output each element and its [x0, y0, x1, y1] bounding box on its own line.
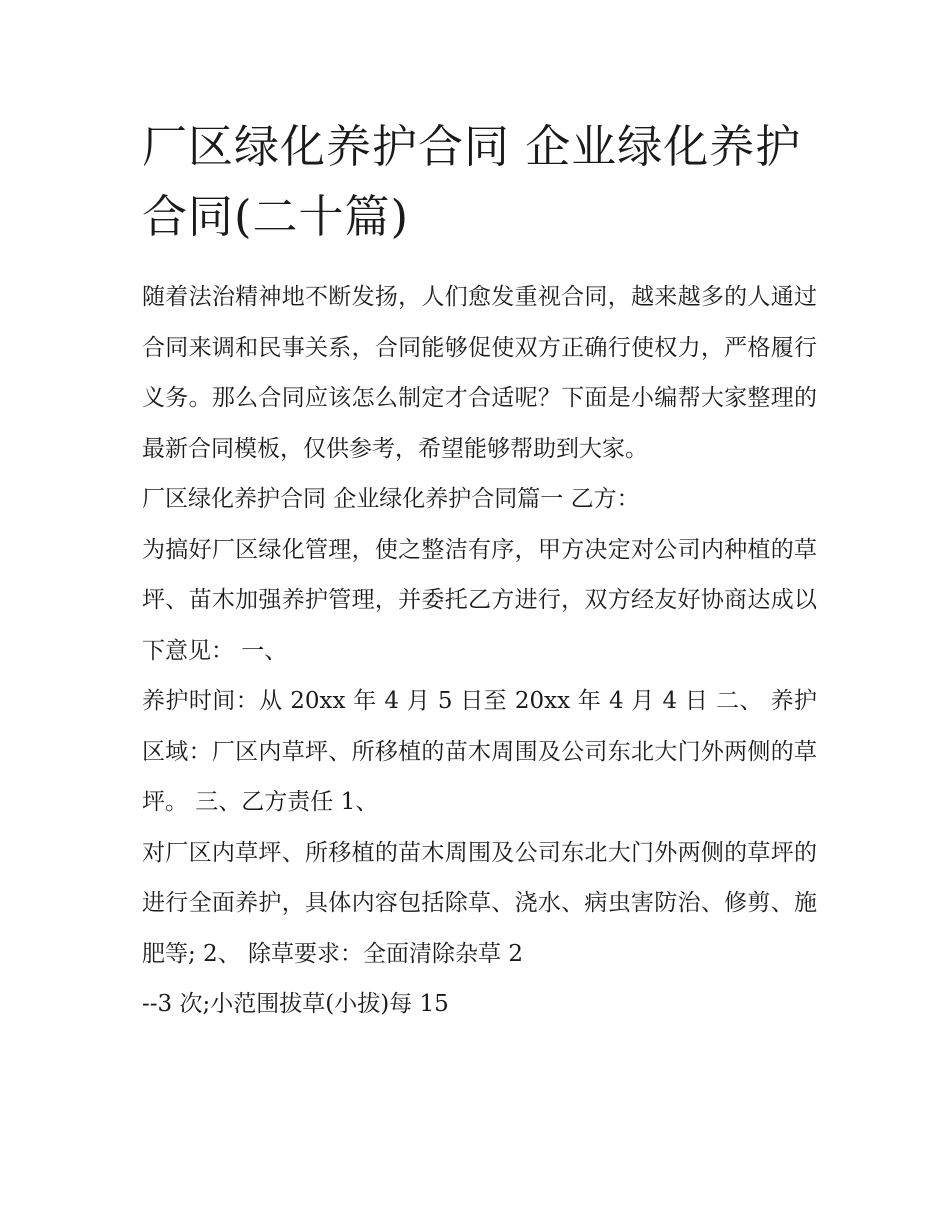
- document-title: 厂区绿化养护合同 企业绿化养护合同(二十篇): [142, 120, 802, 243]
- document-body: [142, 272, 817, 1030]
- section-heading: 厂区绿化养护合同 企业绿化养护合同篇一 乙方：: [142, 486, 640, 512]
- document-page: [142, 112, 817, 1030]
- contract-purpose-paragraph: 为搞好厂区绿化管理，使之整洁有序，甲方决定对公司内种植的草坪、苗木加强养护管理，并委托乙方进行，双方经友好协商达成以下意见： 一、: [142, 536, 817, 664]
- maintenance-period-paragraph: 养护时间：从 20xx 年 4 月 5 日至 20xx 年 4 月 4 日 二、 养护区域：厂区内草坪、所移植的苗木周围及公司东北大门外两侧的草坪。 三、乙方责任 1、: [142, 688, 817, 815]
- party-b-duties-paragraph: 对厂区内草坪、所移植的苗木周围及公司东北大门外两侧的草坪的进行全面养护，具体内容包括除草、浇水、病虫害防治、修剪、施肥等; 2、 除草要求：全面清除杂草 2: [142, 839, 817, 967]
- intro-paragraph: 随着法治精神地不断发扬，人们愈发重视合同，越来越多的人通过合同来调和民事关系，合同能够促使双方正确行使权力，严格履行义务。那么合同应该怎么制定才合适呢？下面是小编帮大家整理的最新合同模板，仅供参考，希望能够帮助到大家。: [142, 284, 817, 462]
- weeding-frequency-paragraph: --3 次;小范围拔草(小拔)每 15: [142, 991, 449, 1017]
